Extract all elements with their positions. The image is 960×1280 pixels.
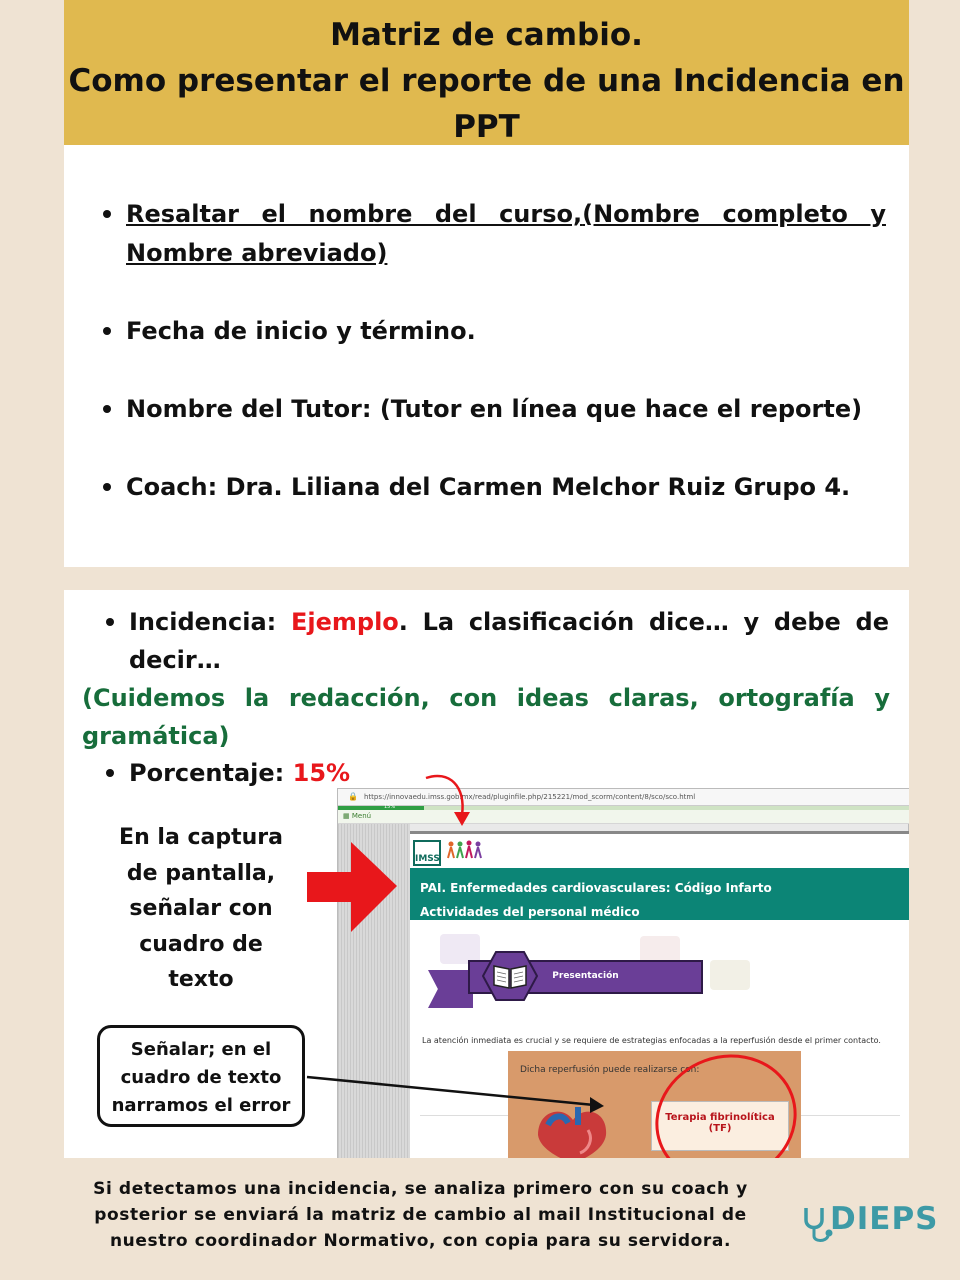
percent-label: Porcentaje: xyxy=(129,759,293,787)
page-header xyxy=(64,0,909,145)
brand-logo xyxy=(800,1200,939,1250)
reperfusion-text: Dicha reperfusión puede realizarse con: xyxy=(520,1065,700,1075)
incidence-card xyxy=(64,590,909,1158)
percent-value: 15% xyxy=(292,759,351,787)
page-title-line3: PPT xyxy=(453,109,520,145)
list-item-dates: Fecha de inicio y término. xyxy=(126,312,886,351)
incidence-example: Ejemplo xyxy=(290,608,399,636)
ribbon-decoration xyxy=(428,970,473,1008)
book-icon xyxy=(482,950,538,1002)
requirements-list xyxy=(126,195,886,507)
url-bar xyxy=(338,789,909,806)
course-subtitle: Actividades del personal médico xyxy=(420,905,640,919)
course-banner xyxy=(410,868,909,920)
grid-icon: ▦ xyxy=(343,812,350,820)
course-label: Resaltar el nombre del curso, xyxy=(126,200,583,228)
course-title: PAI. Enfermedades cardiovasculares: Código Infarto xyxy=(420,881,772,895)
capture-instruction: En la captura de pantalla, señalar con cuadro de texto xyxy=(119,825,283,992)
course-content xyxy=(410,831,909,1158)
presentation-button[interactable]: Presentación xyxy=(468,960,703,994)
url-text: https://innovaedu.imss.gob.mx/read/pluginfile.php/215221/mod_scorm/content/8/sco/sco.html xyxy=(364,793,696,801)
imss-logo: IMSS xyxy=(413,840,441,866)
list-item-coach: Coach: Dra. Liliana del Carmen Melchor Ruiz Grupo 4. xyxy=(126,468,886,507)
footer-note: Si detectamos una incidencia, se analiza primero con su coach y posterior se enviará la matriz de cambio al mail Institucional de nuestro coordinador Normativo, con copia para su servidora. xyxy=(93,1179,748,1251)
embedded-screenshot xyxy=(337,788,909,1158)
term-line1: Terapia fibrinolítica xyxy=(665,1112,775,1123)
brand-name: DIEPS xyxy=(830,1201,939,1237)
callout-box: Señalar; en el cuadro de texto narramos el error xyxy=(97,1025,305,1127)
list-item-course xyxy=(126,195,886,273)
writing-note: (Cuidemos la redacción, con ideas claras, ortografía y gramática) xyxy=(82,684,890,750)
heart-icon xyxy=(528,1095,618,1158)
lock-icon: 🔒 xyxy=(348,792,358,801)
list-item-tutor: Nombre del Tutor: (Tutor en línea que hace el reporte) xyxy=(126,390,886,429)
incidence-item xyxy=(129,603,889,679)
page-title-line1: Matriz de cambio. xyxy=(330,17,643,53)
course-detail: (Nombre completo y Nombre abreviado) xyxy=(126,200,886,267)
content-sentence: La atención inmediata es crucial y se requiere de estrategias enfocadas a la reperfusión desde el primer contacto. xyxy=(422,1036,881,1045)
requirements-card xyxy=(64,145,909,567)
term-line2: (TF) xyxy=(708,1123,732,1134)
side-pane xyxy=(338,824,410,1158)
incidence-label: Incidencia: xyxy=(129,608,291,636)
percent-item xyxy=(129,754,350,792)
people-figures-icon xyxy=(446,840,486,860)
incidence-rest: . La clasificación dice… y debe de decir… xyxy=(129,608,890,674)
page-title-line2: Como presentar el reporte de una Incidencia en xyxy=(68,63,905,99)
reperfusion-panel xyxy=(508,1051,801,1158)
menu-bar xyxy=(338,810,909,824)
menu-label: Menú xyxy=(351,812,372,820)
hex-decoration xyxy=(710,960,750,990)
logo-area xyxy=(410,831,909,867)
presentation-area xyxy=(410,920,909,1035)
progress-label: 15% xyxy=(384,804,396,810)
highlighted-term xyxy=(651,1101,789,1151)
